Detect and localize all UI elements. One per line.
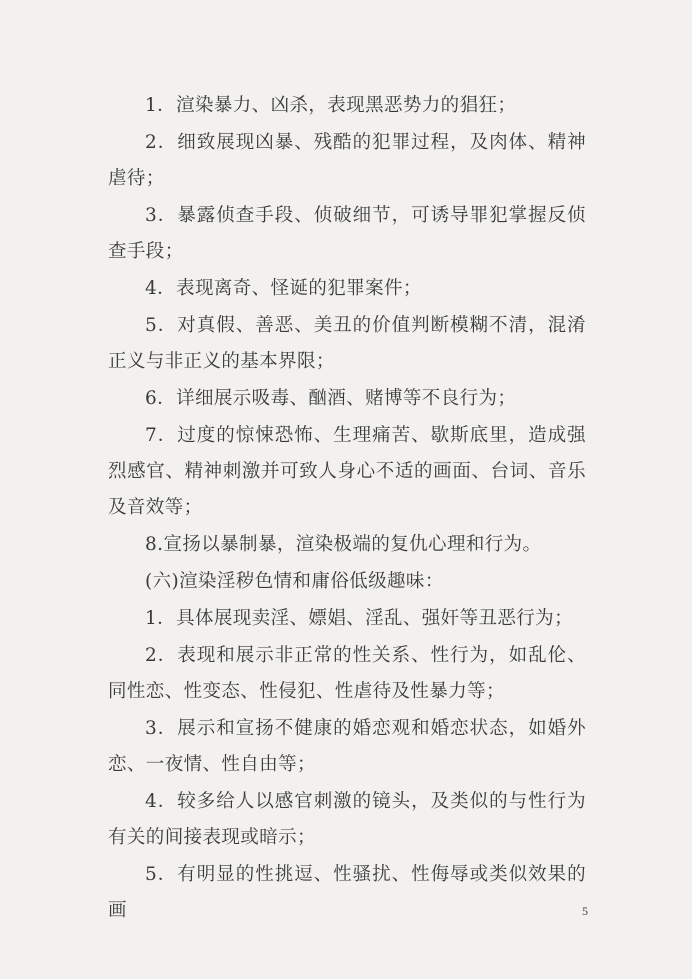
paragraph-violence-1: 1．渲染暴力、凶杀，表现黑恶势力的猖狂； xyxy=(145,95,517,116)
paragraph-violence-8: 8.宣扬以暴制暴，渲染极端的复仇心理和行为。 xyxy=(145,534,542,555)
page-number: 5 xyxy=(582,904,588,918)
paragraph-violence-3: 3．暴露侦查手段、侦破细节，可诱导罪犯掌握反侦查手段； xyxy=(108,205,586,262)
paragraph-violence-7: 7．过度的惊悚恐怖、生理痛苦、歇斯底里，造成强烈感官、精神刺激并可致人身心不适的画面、台词、音乐及音效等； xyxy=(108,425,586,518)
paragraph-violence-5: 5．对真假、善恶、美丑的价值判断模糊不清，混淆正义与非正义的基本界限； xyxy=(108,315,586,372)
section-heading-six: (六)渲染淫秽色情和庸俗低级趣味： xyxy=(145,571,444,592)
paragraph-obscenity-5: 5．有明显的性挑逗、性骚扰、性侮辱或类似效果的画 xyxy=(108,864,586,921)
paragraph-violence-2: 2．细致展现凶暴、残酷的犯罪过程，及肉体、精神虐待； xyxy=(108,132,586,189)
paragraph-violence-6: 6．详细展示吸毒、酗酒、赌博等不良行为； xyxy=(145,388,517,409)
paragraph-obscenity-2: 2．表现和展示非正常的性关系、性行为，如乱伦、同性恋、性变态、性侵犯、性虐待及性暴力等； xyxy=(108,645,586,702)
paragraph-obscenity-4: 4．较多给人以感官刺激的镜头，及类似的与性行为有关的间接表现或暗示； xyxy=(108,791,586,848)
paragraph-obscenity-1: 1．具体展现卖淫、嫖娼、淫乱、强奸等丑恶行为； xyxy=(145,608,573,629)
paragraph-violence-4: 4．表现离奇、怪诞的犯罪案件； xyxy=(145,278,422,299)
paragraph-obscenity-3: 3．展示和宣扬不健康的婚恋观和婚恋状态，如婚外恋、一夜情、性自由等； xyxy=(108,718,586,775)
document-body xyxy=(108,88,586,930)
